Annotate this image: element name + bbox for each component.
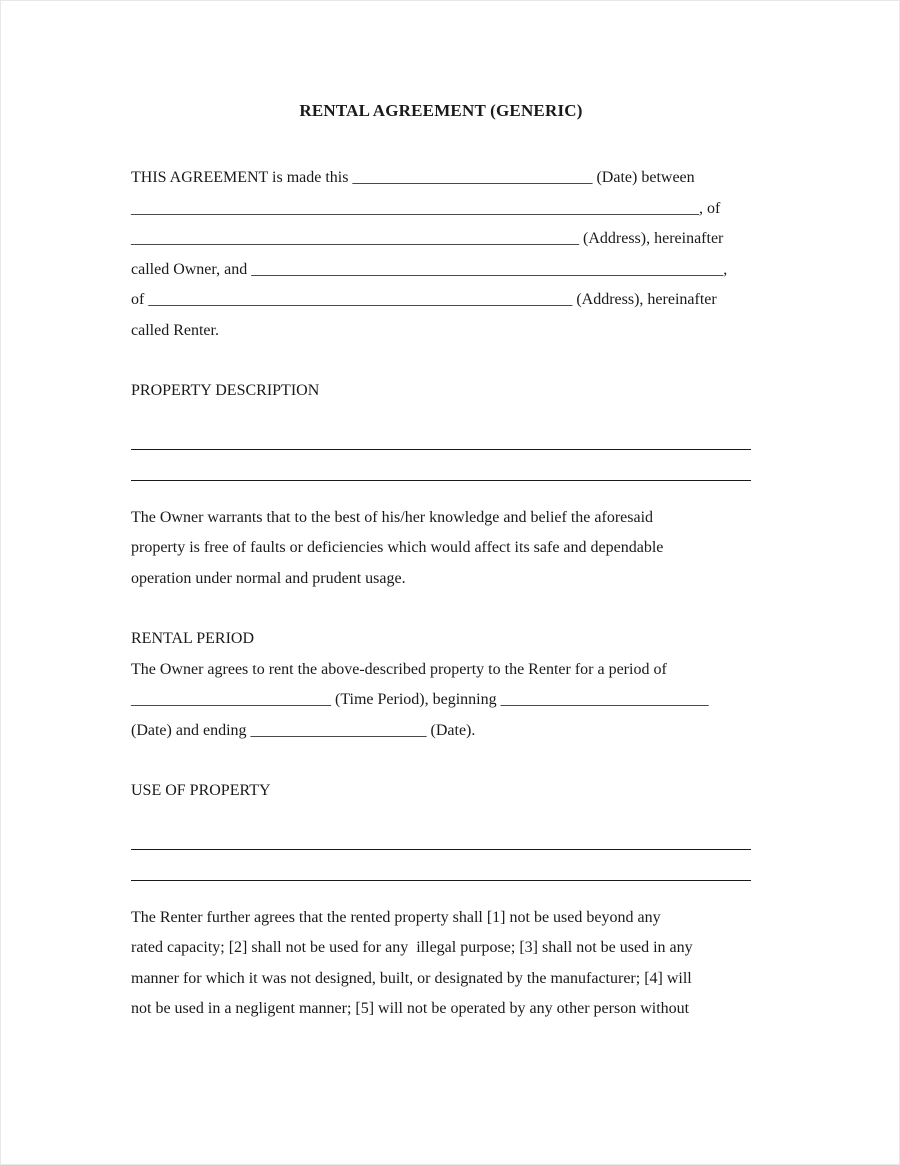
blank-line — [131, 419, 751, 450]
warranty-paragraph — [131, 503, 751, 595]
text-line: rated capacity; [2] shall not be used for any illegal purpose; [3] shall not be used in any — [131, 939, 693, 956]
section-heading-property-description: PROPERTY DESCRIPTION — [131, 382, 320, 399]
text-line: operation under normal and prudent usage. — [131, 569, 406, 587]
document-content — [131, 101, 751, 1025]
text-line: not be used in a negligent manner; [5] will not be operated by any other person without — [131, 1000, 690, 1017]
intro-paragraph — [131, 163, 751, 346]
section-heading-rental-period: RENTAL PERIOD — [131, 630, 255, 647]
text-line: The Owner agrees to rent the above-described property to the Renter for a period of — [131, 660, 667, 678]
text-line: _________________________ (Time Period), beginning __________________________ — [131, 691, 709, 708]
blank-line — [131, 450, 751, 481]
text-line: ________________________________________________________ (Address), hereinafter — [131, 230, 724, 247]
text-line: The Owner warrants that to the best of his/her knowledge and belief the aforesaid — [131, 508, 654, 526]
text-line: The Renter further agrees that the rented property shall [1] not be used beyond any — [131, 908, 661, 926]
text-line: manner for which it was not designed, built, or designated by the manufacturer; [4] will — [131, 969, 692, 987]
document-title: RENTAL AGREEMENT (GENERIC) — [299, 101, 583, 120]
renter-agreement-paragraph — [131, 903, 751, 1025]
text-line: (Date) and ending ______________________ (Date). — [131, 721, 476, 739]
text-line: THIS AGREEMENT is made this ______________________________ (Date) between — [131, 169, 695, 186]
text-line: called Owner, and ___________________________________________________________, — [131, 260, 728, 278]
rental-period-paragraph — [131, 655, 751, 747]
section-heading-use-of-property: USE OF PROPERTY — [131, 782, 271, 799]
property-description-blank-lines — [131, 419, 751, 481]
text-line: of _____________________________________________________ (Address), hereinafter — [131, 291, 717, 308]
blank-line — [131, 850, 751, 881]
text-line: _______________________________________________________________________, of — [131, 199, 721, 217]
use-of-property-blank-lines — [131, 819, 751, 881]
blank-line — [131, 819, 751, 850]
text-line: called Renter. — [131, 321, 219, 339]
text-line: property is free of faults or deficiencies which would affect its safe and dependable — [131, 539, 664, 556]
